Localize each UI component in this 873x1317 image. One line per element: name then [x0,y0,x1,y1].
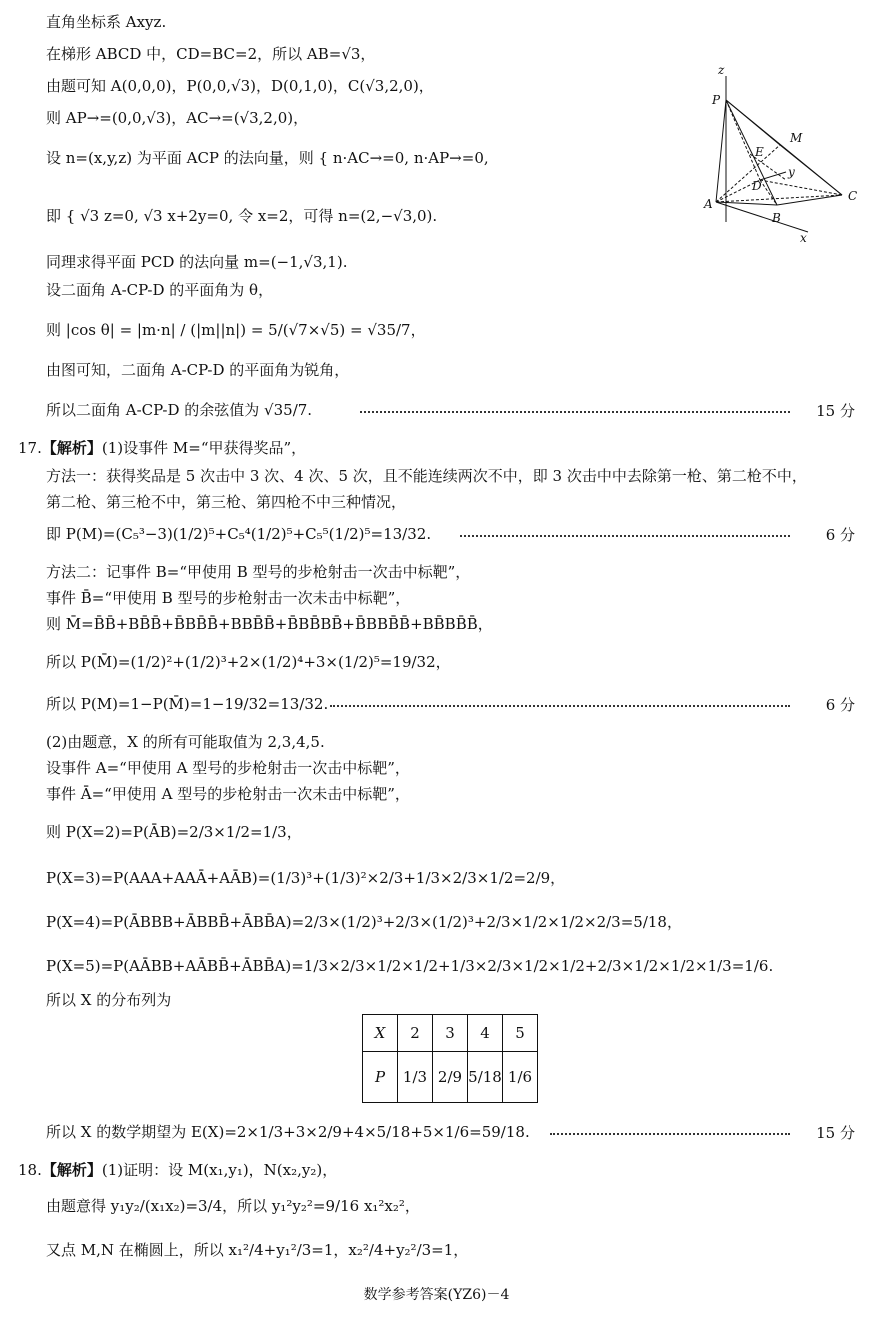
text-line: 由题意得 y₁y₂/(x₁x₂)=3/4，所以 y₁²y₂²=9/16 x₁²x₂²， [46,1197,420,1215]
table-cell: X [363,1015,398,1052]
table-cell: 2 [398,1015,433,1052]
text-line: (1)证明：设 M(x₁,y₁)，N(x₂,y₂)， [101,1161,338,1179]
table-cell: 5/18 [468,1052,503,1103]
text-line: 所以 P(M)=1−P(M̄)=1−19/32=13/32. [46,695,329,713]
label-b: B [772,211,781,225]
score: 15 分 [816,402,855,420]
edge-pm [726,100,780,145]
question-18-number: 18. [18,1161,42,1179]
table-cell: 4 [468,1015,503,1052]
table-cell: 2/9 [433,1052,468,1103]
text-line: 设二面角 A-CP-D 的平面角为 θ， [46,281,274,299]
question-number [18,1160,337,1180]
question-17-number: 17. [18,439,42,457]
text-line: 在梯形 ABCD 中，CD=BC=2，所以 AB=√3， [46,45,376,63]
text-line: P(X=4)=P(ĀBBB+ĀBBB̄+ĀBB̄A)=2/3×(1/2)³+2/3×(1/2)³+2/3×1/2×1/2×2/3=5/18， [46,913,682,931]
text-line: P(X=5)=P(AĀBB+AĀBB̄+ĀBB̄A)=1/3×2/3×1/2×1/2+1/3×2/3×1/2×1/2+2/3×1/2×1/2×1/3=1/6. [46,957,774,975]
edge-ac [716,195,842,202]
table-cell: 1/3 [398,1052,433,1103]
text-line: 事件 B̄=“甲使用 B 型号的步枪射击一次未击中标靶”， [46,589,411,607]
edge-bc [777,195,842,205]
table-row [363,1052,538,1103]
text-line: 所以 P(M̄)=(1/2)²+(1/2)³+2×(1/2)⁴+3×(1/2)⁵=19/32， [46,653,451,671]
text-line: 方法二：记事件 B=“甲使用 B 型号的步枪射击一次击中标靶”， [46,563,471,581]
text-line: 事件 Ā=“甲使用 A 型号的步枪射击一次未击中标靶”， [46,785,410,803]
label-y: y [788,165,795,179]
table-cell: 1/6 [503,1052,538,1103]
score: 6 分 [825,526,855,544]
text-line: 方法一：获得奖品是 5 次击中 3 次、4 次、5 次，且不能连续两次不中，即 3 次击中中去除第一枪、第二枪不中， [46,467,807,485]
pyramid-figure [700,62,870,252]
score: 15 分 [816,1124,855,1142]
text-line: 则 |cos θ| = |m·n| / (|m||n|) = 5/(√7×√5) = √35/7， [46,321,426,339]
text-line: 由图可知，二面角 A-CP-D 的平面角为锐角， [46,361,350,379]
text-line: 第二枪、第三枪不中，第三枪、第四枪不中三种情况， [46,493,407,511]
text-line: 所以 X 的分布列为 [46,991,172,1009]
text-line: 即 P(M)=(C₅³−3)(1/2)⁵+C₅⁴(1/2)⁵+C₅⁵(1/2)⁵=13/32. [46,525,432,543]
page-footer: 数学参考答案(YZ6)－4 [363,1287,510,1303]
table-cell: 5 [503,1015,538,1052]
text-line: 设 n=(x,y,z) 为平面 ACP 的法向量，则 { n·AC→=0, n·AP→=0, [46,149,489,167]
text-line: (1)设事件 M=“甲获得奖品”， [101,439,307,457]
score: 6 分 [825,696,855,714]
text-line: 所以 X 的数学期望为 E(X)=2×1/3+3×2/9+4×5/18+5×1/6=59/18. [46,1123,530,1141]
text-line: 同理求得平面 PCD 的法向量 m=(−1,√3,1). [46,253,348,271]
score-leader [460,535,790,537]
text-line: 设事件 A=“甲使用 A 型号的步枪射击一次击中标靶”， [46,759,410,777]
text-line: 则 M̄=B̄B̄+BB̄B̄+B̄BB̄B̄+BBB̄B̄+B̄BB̄BB̄+B̄BBB̄B̄+BB̄BB̄B̄， [46,615,493,633]
text-line: 即 { √3 z=0, √3 x+2y=0, 令 x=2，可得 n=(2,−√3,0). [46,207,438,225]
analysis-tag: 【解析】 [41,439,102,457]
label-z: z [718,63,725,77]
analysis-tag: 【解析】 [41,1161,102,1179]
question-number [18,438,306,458]
text-line: (2)由题意，X 的所有可能取值为 2,3,4,5. [46,733,325,751]
label-a: A [704,197,713,211]
edge-dc [760,180,842,195]
y-axis [760,172,786,180]
label-x: x [800,231,807,245]
table-cell: 3 [433,1015,468,1052]
label-p: P [712,93,721,107]
text-line: 所以二面角 A-CP-D 的余弦值为 √35/7. [46,401,313,419]
text-line: 又点 M,N 在椭圆上，所以 x₁²/4+y₁²/3=1，x₂²/4+y₂²/3=1， [46,1241,469,1259]
score-leader [550,1133,790,1135]
edge-pa [716,100,726,202]
table-row [363,1015,538,1052]
distribution-table [362,1014,538,1103]
x-axis [716,202,808,232]
text-line: 则 P(X=2)=P(ĀB)=2/3×1/2=1/3， [46,823,302,841]
text-line: P(X=3)=P(AAA+AAĀ+AĀB)=(1/3)³+(1/3)²×2/3+1/3×2/3×1/2=2/9， [46,869,566,887]
label-m: M [790,131,803,145]
label-d: D [752,179,762,193]
label-e: E [755,145,764,159]
text-line: 则 AP→=(0,0,√3)，AC→=(√3,2,0)， [46,109,309,127]
edge-db [760,180,777,205]
label-c: C [848,189,858,203]
text-line: 直角坐标系 Axyz. [46,13,167,31]
score-leader [360,411,790,413]
score-leader [330,705,790,707]
table-cell: P [363,1052,398,1103]
text-line: 由题可知 A(0,0,0)，P(0,0,√3)，D(0,1,0)，C(√3,2,0)， [46,77,434,95]
